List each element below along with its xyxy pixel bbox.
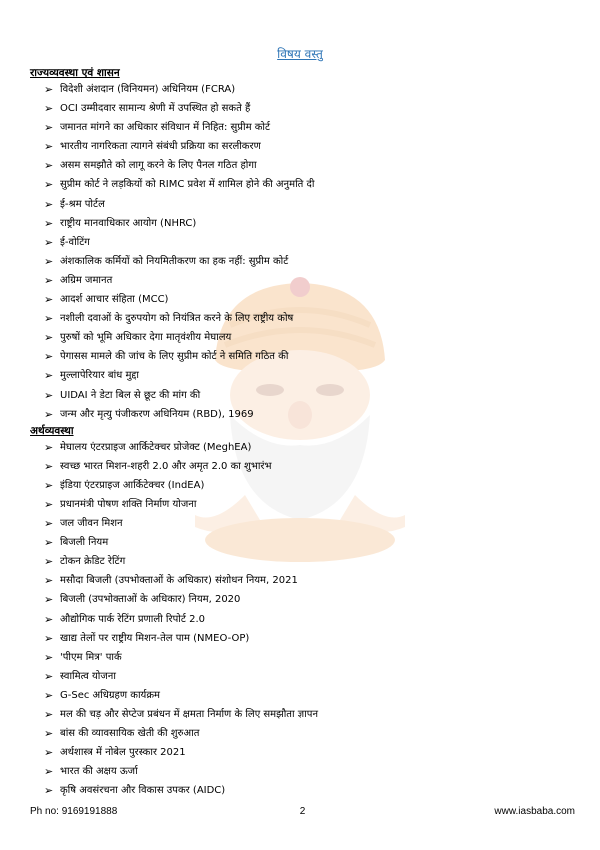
item-text: इंडिया एंटरप्राइज आर्किटेक्चर (IndEA) xyxy=(60,479,205,491)
item-text: OCI उम्मीदवार सामान्य श्रेणी में उपस्थित हो सकते हैं xyxy=(60,103,251,115)
list-item xyxy=(30,743,575,762)
list-item xyxy=(30,438,575,457)
arrow-bullet-icon: ➢ xyxy=(44,121,54,135)
arrow-bullet-icon: ➢ xyxy=(44,407,54,421)
arrow-bullet-icon: ➢ xyxy=(44,388,54,402)
list-item xyxy=(30,99,575,118)
item-text: G-Sec अधिग्रहण कार्यक्रम xyxy=(60,689,161,701)
list-item xyxy=(30,514,575,533)
list-item xyxy=(30,667,575,686)
arrow-bullet-icon: ➢ xyxy=(44,350,54,364)
arrow-bullet-icon: ➢ xyxy=(44,440,54,454)
list-item xyxy=(30,590,575,609)
item-text: मुल्लापेरियार बांध मुद्दा xyxy=(60,370,139,382)
arrow-bullet-icon: ➢ xyxy=(44,197,54,211)
arrow-bullet-icon: ➢ xyxy=(44,369,54,383)
arrow-bullet-icon: ➢ xyxy=(44,517,54,531)
item-text: भारतीय नागरिकता त्यागने संबंधी प्रक्रिया का सरलीकरण xyxy=(60,141,261,153)
arrow-bullet-icon: ➢ xyxy=(44,650,54,664)
list-item xyxy=(30,781,575,800)
arrow-bullet-icon: ➢ xyxy=(44,593,54,607)
list-item xyxy=(30,309,575,328)
arrow-bullet-icon: ➢ xyxy=(44,331,54,345)
item-text: बिजली नियम xyxy=(60,537,109,549)
arrow-bullet-icon: ➢ xyxy=(44,708,54,721)
list-item xyxy=(30,405,575,424)
arrow-bullet-icon: ➢ xyxy=(44,669,54,683)
arrow-bullet-icon: ➢ xyxy=(44,216,54,230)
arrow-bullet-icon: ➢ xyxy=(44,631,54,645)
list-item xyxy=(30,571,575,590)
list-item xyxy=(30,386,575,405)
table-of-contents xyxy=(30,66,575,800)
arrow-bullet-icon: ➢ xyxy=(44,178,54,192)
list-item xyxy=(30,552,575,571)
arrow-bullet-icon: ➢ xyxy=(44,688,54,702)
arrow-bullet-icon: ➢ xyxy=(44,478,54,492)
item-text: जल जीवन मिशन xyxy=(60,518,123,530)
arrow-bullet-icon: ➢ xyxy=(44,83,54,96)
list-item xyxy=(30,156,575,175)
arrow-bullet-icon: ➢ xyxy=(44,727,54,741)
item-text: ई-वोटिंग xyxy=(60,236,90,248)
list-item xyxy=(30,214,575,233)
item-text: विदेशी अंशदान (विनियमन) अधिनियम (FCRA) xyxy=(60,84,236,95)
list-item xyxy=(30,686,575,705)
item-text: मसौदा बिजली (उपभोक्ताओं के अधिकार) संशोधन नियम, 2021 xyxy=(60,575,298,587)
website-link[interactable]: www.iasbaba.com xyxy=(494,806,575,817)
arrow-bullet-icon: ➢ xyxy=(44,140,54,154)
list-item xyxy=(30,252,575,271)
arrow-bullet-icon: ➢ xyxy=(44,273,54,287)
item-text: पेगासस मामले की जांच के लिए सुप्रीम कोर्ट ने समिति गठित की xyxy=(60,351,289,363)
list-item xyxy=(30,195,575,214)
arrow-bullet-icon: ➢ xyxy=(44,312,54,326)
list-item xyxy=(30,495,575,514)
arrow-bullet-icon: ➢ xyxy=(44,536,54,550)
list-item xyxy=(30,724,575,743)
section-heading-polity: राज्यव्यवस्था एवं शासन xyxy=(30,67,120,79)
item-text: प्रधानमंत्री पोषण शक्ति निर्माण योजना xyxy=(60,498,197,510)
list-item xyxy=(30,762,575,781)
item-text: कृषि अवसंरचना और विकास उपकर (AIDC) xyxy=(60,785,226,797)
item-text: स्वच्छ भारत मिशन-शहरी 2.0 और अमृत 2.0 का शुभारंभ xyxy=(60,460,272,472)
list-item xyxy=(30,476,575,495)
economy-item-list xyxy=(30,438,575,801)
item-text: भारत की अक्षय ऊर्जा xyxy=(60,766,138,778)
item-text: असम समझौते को लागू करने के लिए पैनल गठित होगा xyxy=(60,160,257,172)
arrow-bullet-icon: ➢ xyxy=(44,765,54,779)
arrow-bullet-icon: ➢ xyxy=(44,746,54,760)
item-text: अर्थशास्त्र में नोबेल पुरस्कार 2021 xyxy=(60,747,186,759)
arrow-bullet-icon: ➢ xyxy=(44,612,54,626)
page-footer xyxy=(30,806,575,820)
list-item xyxy=(30,347,575,366)
list-item xyxy=(30,629,575,648)
item-text: जमानत मांगने का अधिकार संविधान में निहित: सुप्रीम कोर्ट xyxy=(60,122,271,134)
list-item xyxy=(30,648,575,667)
list-item xyxy=(30,457,575,476)
arrow-bullet-icon: ➢ xyxy=(44,235,54,249)
list-item xyxy=(30,118,575,137)
arrow-bullet-icon: ➢ xyxy=(44,784,54,798)
arrow-bullet-icon: ➢ xyxy=(44,497,54,511)
arrow-bullet-icon: ➢ xyxy=(44,159,54,173)
list-item xyxy=(30,290,575,309)
item-text: राष्ट्रीय मानवाधिकार आयोग (NHRC) xyxy=(60,217,197,229)
section-heading-economy: अर्थव्यवस्था xyxy=(30,424,74,437)
list-item xyxy=(30,233,575,252)
arrow-bullet-icon: ➢ xyxy=(44,459,54,473)
item-text: मल की चड़ और सेप्टेज प्रबंधन में क्षमता निर्माण के लिए समझौता ज्ञापन xyxy=(60,709,318,720)
list-item xyxy=(30,80,575,99)
item-text: अंशकालिक कर्मियों को नियमितीकरण का हक नहीं: सुप्रीम कोर्ट xyxy=(60,255,289,267)
item-text: 'पीएम मित्र' पार्क xyxy=(60,651,122,663)
list-item xyxy=(30,271,575,290)
arrow-bullet-icon: ➢ xyxy=(44,254,54,268)
item-text: बांस की व्यावसायिक खेती की शुरुआत xyxy=(60,728,200,740)
list-item xyxy=(30,328,575,347)
item-text: आदर्श आचार संहिता (MCC) xyxy=(60,294,169,306)
polity-item-list xyxy=(30,80,575,424)
list-item xyxy=(30,705,575,724)
phone-number: Ph no: 9169191888 xyxy=(30,806,118,817)
list-item xyxy=(30,175,575,194)
arrow-bullet-icon: ➢ xyxy=(44,555,54,569)
item-text: नशीली दवाओं के दुरुपयोग को नियंत्रित करने के लिए राष्ट्रीय कोष xyxy=(60,313,294,325)
item-text: टोकन क्रेडिट रेटिंग xyxy=(60,556,126,568)
item-text: स्वामित्व योजना xyxy=(60,670,116,682)
page-number: 2 xyxy=(299,806,306,817)
item-text: सुप्रीम कोर्ट ने लड़कियों को RIMC प्रवेश में शामिल होने की अनुमति दी xyxy=(60,179,315,191)
list-item xyxy=(30,610,575,629)
item-text: खाद्य तेलों पर राष्ट्रीय मिशन-तेल पाम (NMEO-OP) xyxy=(60,632,250,644)
item-text: बिजली (उपभोक्ताओं के अधिकार) नियम, 2020 xyxy=(60,594,241,606)
item-text: जन्म और मृत्यु पंजीकरण अधिनियम (RBD), 1969 xyxy=(60,408,254,420)
list-item xyxy=(30,533,575,552)
item-text: ई-श्रम पोर्टल xyxy=(60,198,105,210)
item-text: UIDAI ने डेटा बिल से छूट की मांग की xyxy=(60,389,201,401)
arrow-bullet-icon: ➢ xyxy=(44,293,54,307)
item-text: मेघालय एंटरप्राइज आर्किटेक्चर प्रोजेक्ट (MeghEA) xyxy=(60,441,252,453)
arrow-bullet-icon: ➢ xyxy=(44,574,54,588)
page-title: विषय वस्तु xyxy=(277,47,323,61)
item-text: पुरुषों को भूमि अधिकार देगा मातृवंशीय मेघालय xyxy=(60,332,232,344)
list-item xyxy=(30,137,575,156)
arrow-bullet-icon: ➢ xyxy=(44,102,54,116)
item-text: औद्योगिक पार्क रेटिंग प्रणाली रिपोर्ट 2.0 xyxy=(60,613,205,625)
item-text: अग्रिम जमानत xyxy=(60,274,113,286)
list-item xyxy=(30,366,575,385)
